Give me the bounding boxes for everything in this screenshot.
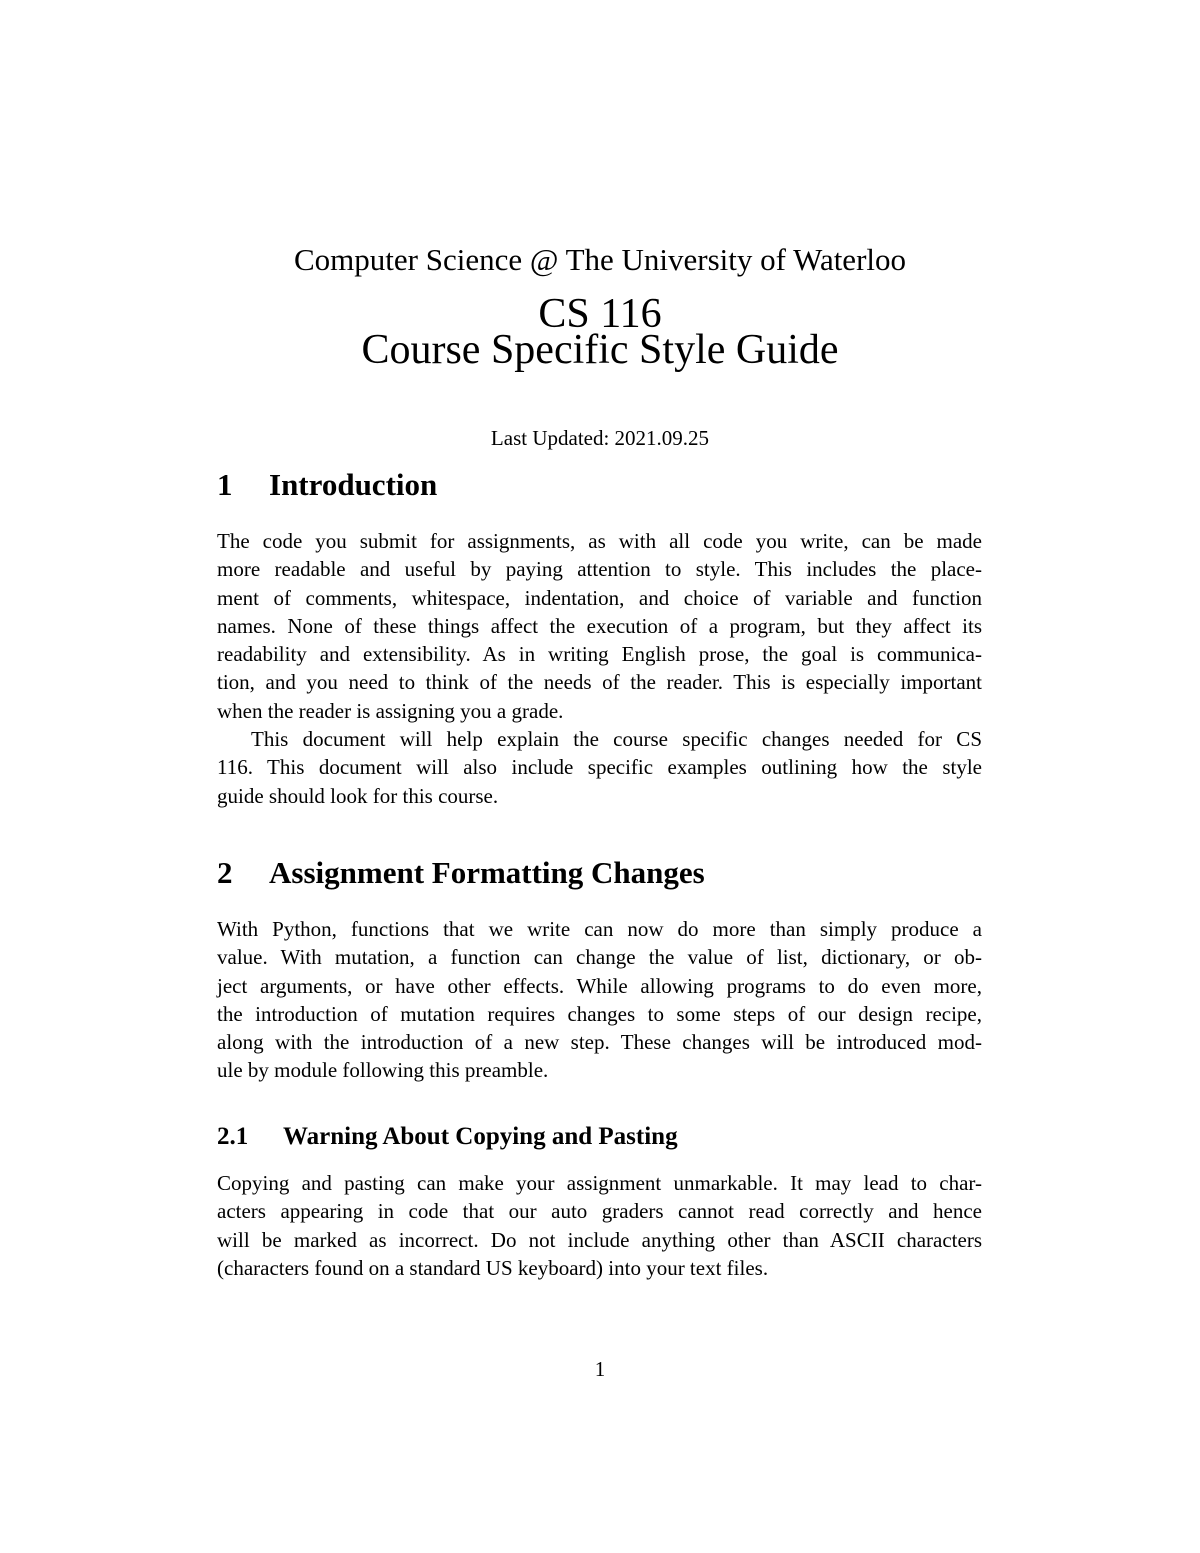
subsection-number: 2.1 xyxy=(217,1123,249,1150)
introduction-paragraph-2 xyxy=(217,725,982,810)
page-number: 1 xyxy=(594,1357,606,1381)
copying-pasting-paragraph xyxy=(217,1169,982,1282)
course-code: CS 116 xyxy=(538,291,662,337)
paragraph-line: This document will help explain the course specific changes needed for CS xyxy=(251,727,982,751)
introduction-paragraph-1 xyxy=(217,527,982,725)
paragraph-line: guide should look for this course. xyxy=(217,783,499,808)
paragraph-line: acters appearing in code that our auto graders cannot read correctly and hence xyxy=(217,1199,982,1224)
paragraph-line: ment of comments, whitespace, indentation, and choice of variable and function xyxy=(217,585,982,610)
institution-line: Computer Science @ The University of Waterloo xyxy=(293,242,907,277)
paragraph-line: ject arguments, or have other effects. While allowing programs to do even more, xyxy=(217,973,982,998)
section-number: 2 xyxy=(217,855,233,890)
paragraph-line: (characters found on a standard US keyboard) into your text files. xyxy=(217,1255,769,1280)
document-title: Course Specific Style Guide xyxy=(361,327,839,373)
paragraph-line: the introduction of mutation requires changes to some steps of our design recipe, xyxy=(217,1001,982,1026)
paragraph-line: readability and extensibility. As in writing English prose, the goal is communica- xyxy=(217,642,982,667)
paragraph-line: With Python, functions that we write can now do more than simply produce a xyxy=(217,917,982,941)
last-updated-date: Last Updated: 2021.09.25 xyxy=(490,426,710,450)
paragraph-line: more readable and useful by paying attention to style. This includes the place- xyxy=(217,557,982,582)
section-heading-introduction xyxy=(217,465,982,505)
paragraph-line: ule by module following this preamble. xyxy=(217,1058,549,1083)
section-title: Introduction xyxy=(269,467,438,502)
paragraph-line: names. None of these things affect the execution of a program, but they affect its xyxy=(217,613,982,638)
section-number: 1 xyxy=(217,467,233,502)
section-heading-assignment-formatting-changes xyxy=(217,853,982,893)
paragraph-line: along with the introduction of a new step. These changes will be introduced mod- xyxy=(217,1030,982,1055)
paragraph-line: Copying and pasting can make your assignment unmarkable. It may lead to char- xyxy=(217,1171,982,1195)
paragraph-line: The code you submit for assignments, as with all code you write, can be made xyxy=(217,529,982,553)
paragraph-line: when the reader is assigning you a grade. xyxy=(217,698,564,723)
paragraph-line: tion, and you need to think of the needs of the reader. This is especially important xyxy=(217,670,982,695)
paragraph-line: will be marked as incorrect. Do not include anything other than ASCII characters xyxy=(217,1227,982,1252)
section-title: Assignment Formatting Changes xyxy=(269,855,705,890)
subsection-title: Warning About Copying and Pasting xyxy=(283,1123,678,1150)
subsection-heading-copying-and-pasting xyxy=(217,1121,982,1153)
paragraph-line: value. With mutation, a function can change the value of list, dictionary, or ob- xyxy=(217,945,982,970)
paragraph-line: 116. This document will also include specific examples outlining how the style xyxy=(217,755,982,780)
assignment-formatting-paragraph xyxy=(217,915,982,1085)
